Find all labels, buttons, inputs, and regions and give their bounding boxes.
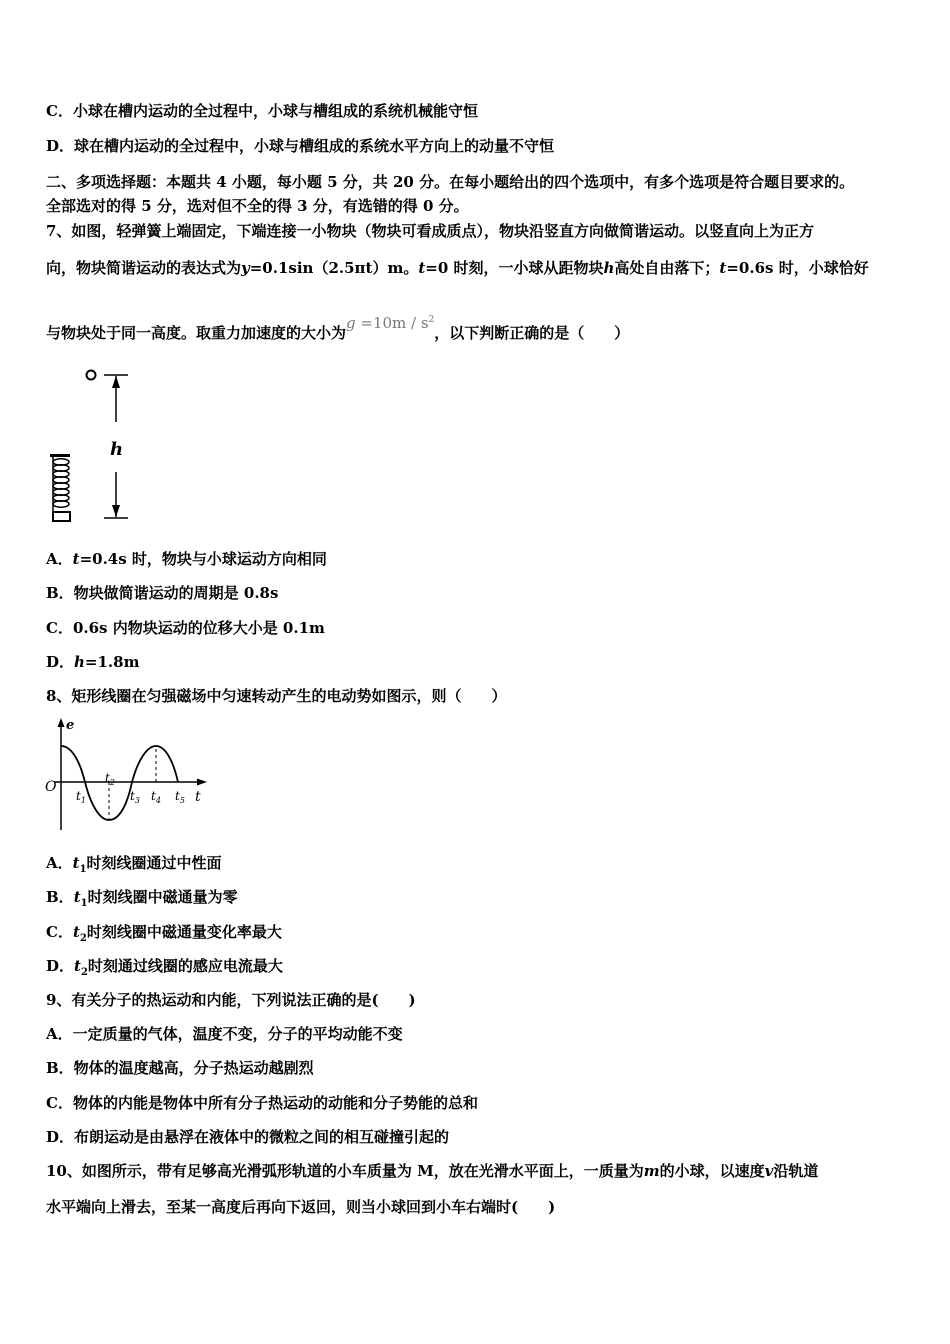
q8-option-d: D．$t_2$时刻通过线圈的感应电流最大 <box>46 957 283 978</box>
e-axis-label: e <box>66 718 75 733</box>
tick-t2: $t_2$ <box>105 771 115 787</box>
falling-ball <box>87 371 96 380</box>
q10-stem-line1: 10、如图所示，带有足够高光滑弧形轨道的小车质量为 M，放在光滑水平面上，一质量为m的小球，以速度v沿轨道 <box>46 1162 819 1180</box>
q9-option-a: A．一定质量的气体，温度不变，分子的平均动能不变 <box>46 1025 403 1043</box>
tick-t3: $t_3$ <box>130 789 140 805</box>
q8-option-a: A．$t_1$时刻线圈通过中性面 <box>46 854 222 875</box>
q7-stem-line3: 与物块处于同一高度。取重力加速度的大小为$g =10m / s^2$，以下判断正确的是（ ） <box>46 314 630 342</box>
emf-curve <box>61 746 178 820</box>
q7-stem-line1: 7、如图，轻弹簧上端固定，下端连接一小物块（物块可看成质点），物块沿竖直方向做简谐运动。以竖直向上为正方 <box>46 222 814 240</box>
q7-option-c: C．0.6s 内物块运动的位移大小是 0.1m <box>46 619 325 637</box>
q9-option-b: B．物体的温度越高，分子热运动越剧烈 <box>46 1059 314 1077</box>
block <box>53 512 70 521</box>
q7-stem-line2: 向，物块简谐运动的表达式为y=0.1sin（2.5πt）m。t=0 时刻，一小球从距物块h高处自由落下；t=0.6s 时，小球恰好 <box>46 259 869 277</box>
q7-option-b: B．物块做简谐运动的周期是 0.8s <box>46 584 279 602</box>
q10-stem-line2: 水平端向上滑去，至某一高度后再向下返回，则当小球回到小车右端时( ) <box>46 1198 556 1216</box>
q8-stem: 8、矩形线圈在匀强磁场中匀速转动产生的电动势如图示，则（ ） <box>46 687 507 705</box>
q6-option-d: D．球在槽内运动的全过程中，小球与槽组成的系统水平方向上的动量不守恒 <box>46 137 555 155</box>
section2-heading-line2: 全部选对的得 5 分，选对但不全的得 3 分，有选错的得 0 分。 <box>46 197 469 215</box>
gravity-formula: $g =10m / s^2$ <box>346 314 435 332</box>
tick-t5: $t_5$ <box>175 789 185 805</box>
tick-t4: $t_4$ <box>151 789 161 805</box>
q9-option-d: D．布朗运动是由悬浮在液体中的微粒之间的相互碰撞引起的 <box>46 1128 450 1146</box>
tick-t1: $t_1$ <box>76 789 86 805</box>
t-axis-label: t <box>195 789 201 805</box>
q7-spring-figure <box>44 362 134 530</box>
q7-option-a: A．t=0.4s 时，物块与小球运动方向相同 <box>46 550 327 568</box>
q7-option-d: D．h=1.8m <box>46 653 140 671</box>
section2-heading-line1: 二、多项选择题：本题共 4 小题，每小题 5 分，共 20 分。在每小题给出的四个选项中，有多个选项是符合题目要求的。 <box>46 173 855 191</box>
q9-stem: 9、有关分子的热运动和内能，下列说法正确的是( ) <box>46 991 416 1009</box>
q8-option-c: C．$t_2$时刻线圈中磁通量变化率最大 <box>46 923 282 944</box>
q9-option-c: C．物体的内能是物体中所有分子热运动的动能和分子势能的总和 <box>46 1094 478 1112</box>
height-label: h <box>110 439 124 460</box>
q6-option-c: C．小球在槽内运动的全过程中，小球与槽组成的系统机械能守恒 <box>46 102 478 120</box>
origin-label: O <box>45 779 57 795</box>
q8-option-b: B．$t_1$时刻线圈中磁通量为零 <box>46 888 238 909</box>
q8-emf-graph <box>44 714 214 834</box>
